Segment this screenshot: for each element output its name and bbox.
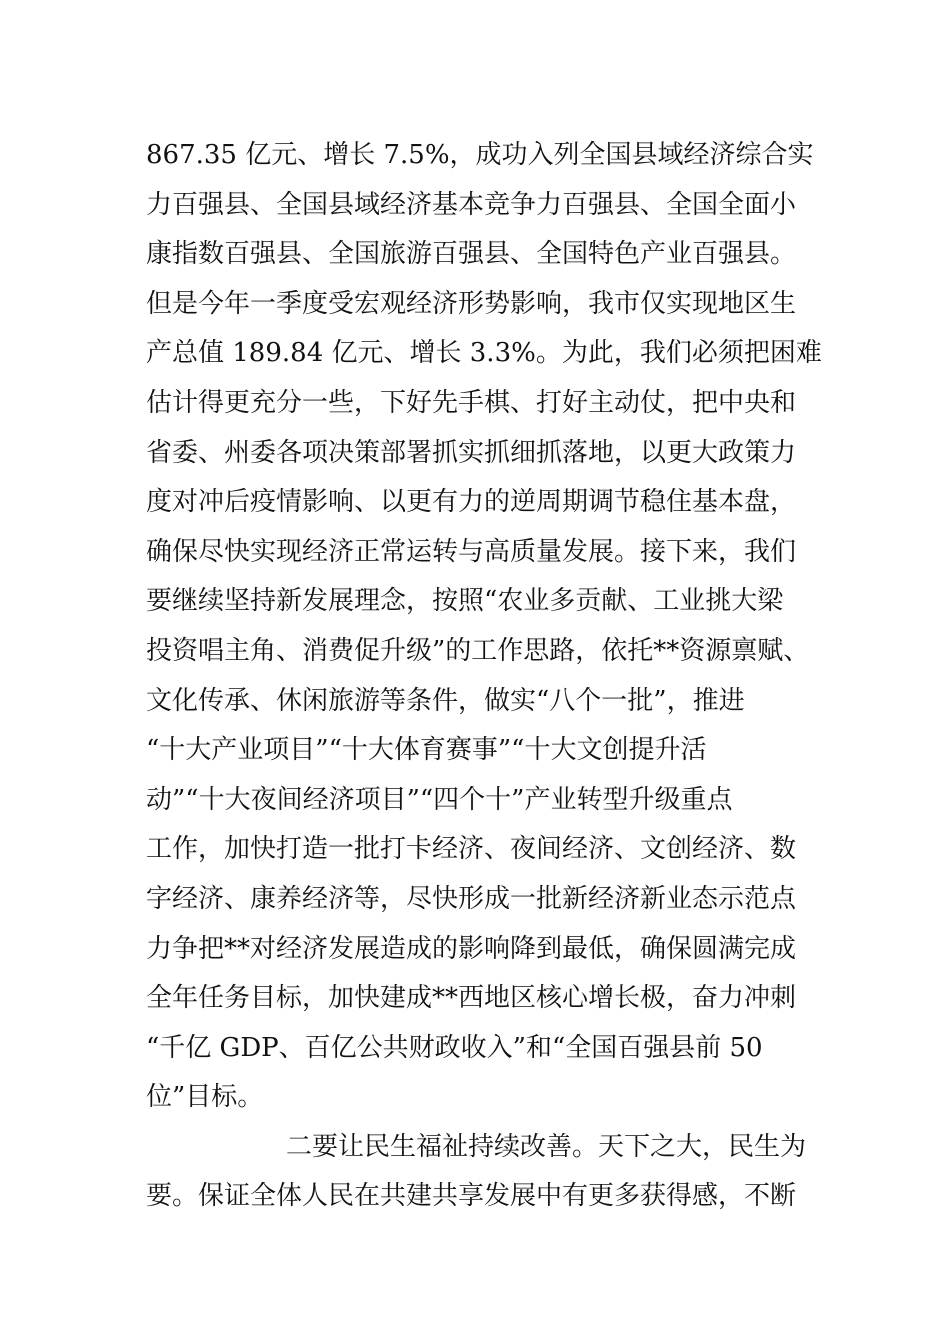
text-line: 力争把**对经济发展造成的影响降到最低，确保圆满完成: [146, 933, 797, 964]
paragraph-economy: [146, 131, 846, 1123]
text-line: 确保尽快实现经济正常运转与高质量发展。接下来，我们: [146, 536, 797, 567]
text-line: 全年任务目标，加快建成**西地区核心增长极，奋力冲刺: [146, 983, 797, 1014]
text-line: 投资唱主角、消费促升级”的工作思路，依托**资源禀赋、: [146, 635, 810, 666]
text-line: 省委、州委各项决策部署抓实抓细抓落地，以更大政策力: [146, 437, 797, 468]
text-line: 工作，加快打造一批打卡经济、夜间经济、文创经济、数: [146, 834, 797, 865]
text-line: “千亿 GDP、百亿公共财政收入”和“全国百强县前 50: [146, 1032, 763, 1063]
text-line: 康指数百强县、全国旅游百强县、全国特色产业百强县。: [146, 239, 797, 270]
text-line: 估计得更充分一些，下好先手棋、打好主动仗，把中央和: [146, 387, 797, 418]
text-line: 867.35 亿元、增长 7.5%，成功入列全国县域经济综合实: [146, 140, 814, 170]
text-line: 文化传承、休闲旅游等条件，做实“八个一批”，推进: [146, 685, 745, 716]
text-line: 要继续坚持新发展理念，按照“农业多贡献、工业挑大梁: [146, 586, 784, 617]
text-line: 产总值 189.84 亿元、增长 3.3%。为此，我们必须把困难: [146, 338, 822, 369]
text-line: 度对冲后疫情影响、以更有力的逆周期调节稳住基本盘，: [146, 487, 797, 518]
text-line: 但是今年一季度受宏观经济形势影响，我市仅实现地区生: [146, 288, 797, 319]
text-line: 力百强县、全国县域经济基本竞争力百强县、全国全面小: [146, 189, 797, 220]
body-text: [146, 131, 846, 1222]
text-line: 动”“十大夜间经济项目”“四个十”产业转型升级重点: [146, 784, 733, 815]
text-line: 字经济、康养经济等，尽快形成一批新经济新业态示范点: [146, 883, 797, 914]
text-line: 二要让民生福祉持续改善。天下之大，民生为: [286, 1131, 807, 1162]
paragraph-livelihood: [146, 1123, 846, 1222]
text-line: “十大产业项目”“十大体育赛事”“十大文创提升活: [146, 735, 707, 766]
text-line: 要。保证全体人民在共建共享发展中有更多获得感，不断: [146, 1181, 797, 1212]
text-line: 位”目标。: [146, 1082, 264, 1113]
